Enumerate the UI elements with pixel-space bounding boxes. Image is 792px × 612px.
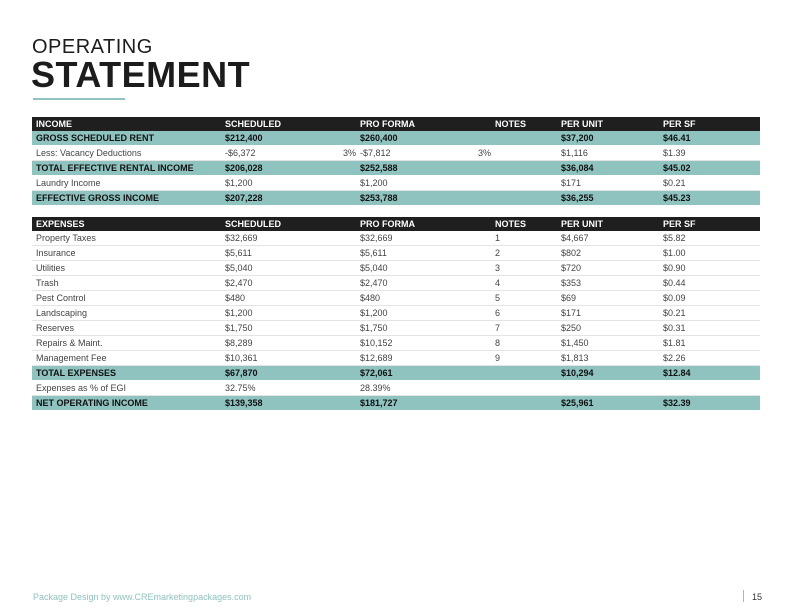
scheduled-value: $5,611 <box>221 246 305 261</box>
column-header-per-unit: PER UNIT <box>557 217 659 231</box>
scheduled-percent <box>305 381 356 396</box>
per-sf-value: $0.21 <box>659 306 760 321</box>
per-sf-value: $1.81 <box>659 336 760 351</box>
scheduled-percent <box>305 336 356 351</box>
row-label: Property Taxes <box>32 231 221 246</box>
table-row <box>32 366 760 381</box>
scheduled-value: $207,228 <box>221 191 305 206</box>
proforma-value: $12,689 <box>356 351 439 366</box>
column-header-per-sf: PER SF <box>659 117 760 131</box>
row-label: Landscaping <box>32 306 221 321</box>
column-header-label: EXPENSES <box>32 217 221 231</box>
scheduled-percent <box>305 246 356 261</box>
row-label: EFFECTIVE GROSS INCOME <box>32 191 221 206</box>
scheduled-percent <box>305 306 356 321</box>
notes-value: 6 <box>491 306 557 321</box>
proforma-percent <box>439 396 491 411</box>
notes-value: 3 <box>491 261 557 276</box>
scheduled-value: 32.75% <box>221 381 305 396</box>
page-title-line2: STATEMENT <box>31 54 251 95</box>
scheduled-value: $8,289 <box>221 336 305 351</box>
table-row <box>32 291 760 306</box>
per-sf-value: $0.21 <box>659 176 760 191</box>
proforma-value: $32,669 <box>356 231 439 246</box>
proforma-percent <box>439 191 491 206</box>
per-sf-value: $45.23 <box>659 191 760 206</box>
scheduled-value: $212,400 <box>221 131 305 146</box>
scheduled-percent <box>305 191 356 206</box>
proforma-percent <box>439 351 491 366</box>
scheduled-value: -$6,372 <box>221 146 305 161</box>
proforma-percent <box>439 291 491 306</box>
proforma-value: -$7,812 <box>356 146 439 161</box>
per-unit-value: $171 <box>557 176 659 191</box>
scheduled-value: $1,200 <box>221 176 305 191</box>
table-row <box>32 246 760 261</box>
notes-value: 5 <box>491 291 557 306</box>
income-table <box>32 117 760 206</box>
notes-value <box>491 146 557 161</box>
notes-value: 4 <box>491 276 557 291</box>
scheduled-percent <box>305 396 356 411</box>
per-unit-value: $10,294 <box>557 366 659 381</box>
proforma-value: $260,400 <box>356 131 439 146</box>
proforma-value: $480 <box>356 291 439 306</box>
row-label: Repairs & Maint. <box>32 336 221 351</box>
notes-value <box>491 161 557 176</box>
table-row <box>32 261 760 276</box>
per-unit-value: $1,450 <box>557 336 659 351</box>
proforma-percent <box>439 246 491 261</box>
table-row <box>32 161 760 176</box>
footer-divider <box>743 590 744 602</box>
table-row <box>32 336 760 351</box>
per-unit-value: $36,255 <box>557 191 659 206</box>
per-unit-value: $4,667 <box>557 231 659 246</box>
scheduled-value: $2,470 <box>221 276 305 291</box>
column-header-scheduled: SCHEDULED <box>221 217 356 231</box>
scheduled-percent <box>305 131 356 146</box>
row-label: Less: Vacancy Deductions <box>32 146 221 161</box>
scheduled-percent <box>305 276 356 291</box>
proforma-percent <box>439 276 491 291</box>
notes-value: 8 <box>491 336 557 351</box>
page-number: 15 <box>752 592 763 602</box>
scheduled-value: $32,669 <box>221 231 305 246</box>
proforma-value: $181,727 <box>356 396 439 411</box>
per-unit-value: $1,116 <box>557 146 659 161</box>
column-header-proforma: PRO FORMA <box>356 117 491 131</box>
per-unit-value: $171 <box>557 306 659 321</box>
scheduled-percent: 3% <box>305 146 356 161</box>
scheduled-value: $67,870 <box>221 366 305 381</box>
proforma-value: 28.39% <box>356 381 439 396</box>
proforma-percent <box>439 131 491 146</box>
column-header-notes: NOTES <box>491 117 557 131</box>
table-row <box>32 381 760 396</box>
notes-value <box>491 396 557 411</box>
footer-credit: Package Design by www.CREmarketingpackages.com <box>33 592 252 602</box>
notes-value <box>491 131 557 146</box>
notes-value <box>491 191 557 206</box>
row-label: Laundry Income <box>32 176 221 191</box>
table-row <box>32 231 760 246</box>
proforma-value: $2,470 <box>356 276 439 291</box>
notes-value <box>491 366 557 381</box>
proforma-percent <box>439 306 491 321</box>
proforma-percent <box>439 176 491 191</box>
expenses-table <box>32 217 760 411</box>
column-header-label: INCOME <box>32 117 221 131</box>
table-row <box>32 306 760 321</box>
row-label: GROSS SCHEDULED RENT <box>32 131 221 146</box>
proforma-percent <box>439 336 491 351</box>
per-sf-value: $0.09 <box>659 291 760 306</box>
scheduled-percent <box>305 321 356 336</box>
scheduled-value: $480 <box>221 291 305 306</box>
proforma-value: $1,750 <box>356 321 439 336</box>
scheduled-value: $206,028 <box>221 161 305 176</box>
row-label: Reserves <box>32 321 221 336</box>
scheduled-percent <box>305 231 356 246</box>
notes-value: 9 <box>491 351 557 366</box>
per-unit-value: $353 <box>557 276 659 291</box>
per-sf-value: $5.82 <box>659 231 760 246</box>
income-header-row <box>32 117 760 131</box>
table-row <box>32 146 760 161</box>
proforma-value: $252,588 <box>356 161 439 176</box>
proforma-percent <box>439 261 491 276</box>
scheduled-value: $10,361 <box>221 351 305 366</box>
row-label: Management Fee <box>32 351 221 366</box>
proforma-value: $10,152 <box>356 336 439 351</box>
scheduled-percent <box>305 291 356 306</box>
per-sf-value: $32.39 <box>659 396 760 411</box>
table-row <box>32 321 760 336</box>
row-label: TOTAL EFFECTIVE RENTAL INCOME <box>32 161 221 176</box>
scheduled-percent <box>305 366 356 381</box>
proforma-percent <box>439 231 491 246</box>
per-sf-value <box>659 381 760 396</box>
row-label: NET OPERATING INCOME <box>32 396 221 411</box>
scheduled-percent <box>305 176 356 191</box>
scheduled-percent <box>305 161 356 176</box>
row-label: Pest Control <box>32 291 221 306</box>
notes-value: 2 <box>491 246 557 261</box>
per-unit-value <box>557 381 659 396</box>
per-sf-value: $0.90 <box>659 261 760 276</box>
proforma-percent: 3% <box>439 146 491 161</box>
column-header-per-sf: PER SF <box>659 217 760 231</box>
scheduled-percent <box>305 351 356 366</box>
scheduled-value: $5,040 <box>221 261 305 276</box>
proforma-value: $5,040 <box>356 261 439 276</box>
per-unit-value: $720 <box>557 261 659 276</box>
proforma-value: $5,611 <box>356 246 439 261</box>
notes-value <box>491 381 557 396</box>
row-label: Utilities <box>32 261 221 276</box>
per-sf-value: $45.02 <box>659 161 760 176</box>
table-row <box>32 351 760 366</box>
column-header-scheduled: SCHEDULED <box>221 117 356 131</box>
column-header-notes: NOTES <box>491 217 557 231</box>
per-unit-value: $25,961 <box>557 396 659 411</box>
table-row <box>32 131 760 146</box>
proforma-percent <box>439 321 491 336</box>
per-sf-value: $2.26 <box>659 351 760 366</box>
per-sf-value: $1.00 <box>659 246 760 261</box>
row-label: Trash <box>32 276 221 291</box>
column-header-proforma: PRO FORMA <box>356 217 491 231</box>
proforma-value: $1,200 <box>356 176 439 191</box>
notes-value: 7 <box>491 321 557 336</box>
per-sf-value: $0.31 <box>659 321 760 336</box>
row-label: Insurance <box>32 246 221 261</box>
column-header-per-unit: PER UNIT <box>557 117 659 131</box>
proforma-percent <box>439 381 491 396</box>
proforma-value: $253,788 <box>356 191 439 206</box>
per-unit-value: $250 <box>557 321 659 336</box>
per-unit-value: $36,084 <box>557 161 659 176</box>
per-sf-value: $1.39 <box>659 146 760 161</box>
per-unit-value: $802 <box>557 246 659 261</box>
page-title-line1: OPERATING <box>32 36 153 58</box>
title-underline <box>33 98 125 100</box>
scheduled-value: $139,358 <box>221 396 305 411</box>
row-label: Expenses as % of EGI <box>32 381 221 396</box>
table-row <box>32 276 760 291</box>
proforma-percent <box>439 366 491 381</box>
expenses-header-row <box>32 217 760 231</box>
proforma-percent <box>439 161 491 176</box>
per-sf-value: $0.44 <box>659 276 760 291</box>
table-row <box>32 396 760 411</box>
scheduled-value: $1,200 <box>221 306 305 321</box>
table-row <box>32 191 760 206</box>
table-row <box>32 176 760 191</box>
per-sf-value: $46.41 <box>659 131 760 146</box>
per-unit-value: $1,813 <box>557 351 659 366</box>
notes-value <box>491 176 557 191</box>
proforma-value: $1,200 <box>356 306 439 321</box>
per-sf-value: $12.84 <box>659 366 760 381</box>
scheduled-percent <box>305 261 356 276</box>
proforma-value: $72,061 <box>356 366 439 381</box>
notes-value: 1 <box>491 231 557 246</box>
per-unit-value: $69 <box>557 291 659 306</box>
per-unit-value: $37,200 <box>557 131 659 146</box>
row-label: TOTAL EXPENSES <box>32 366 221 381</box>
scheduled-value: $1,750 <box>221 321 305 336</box>
